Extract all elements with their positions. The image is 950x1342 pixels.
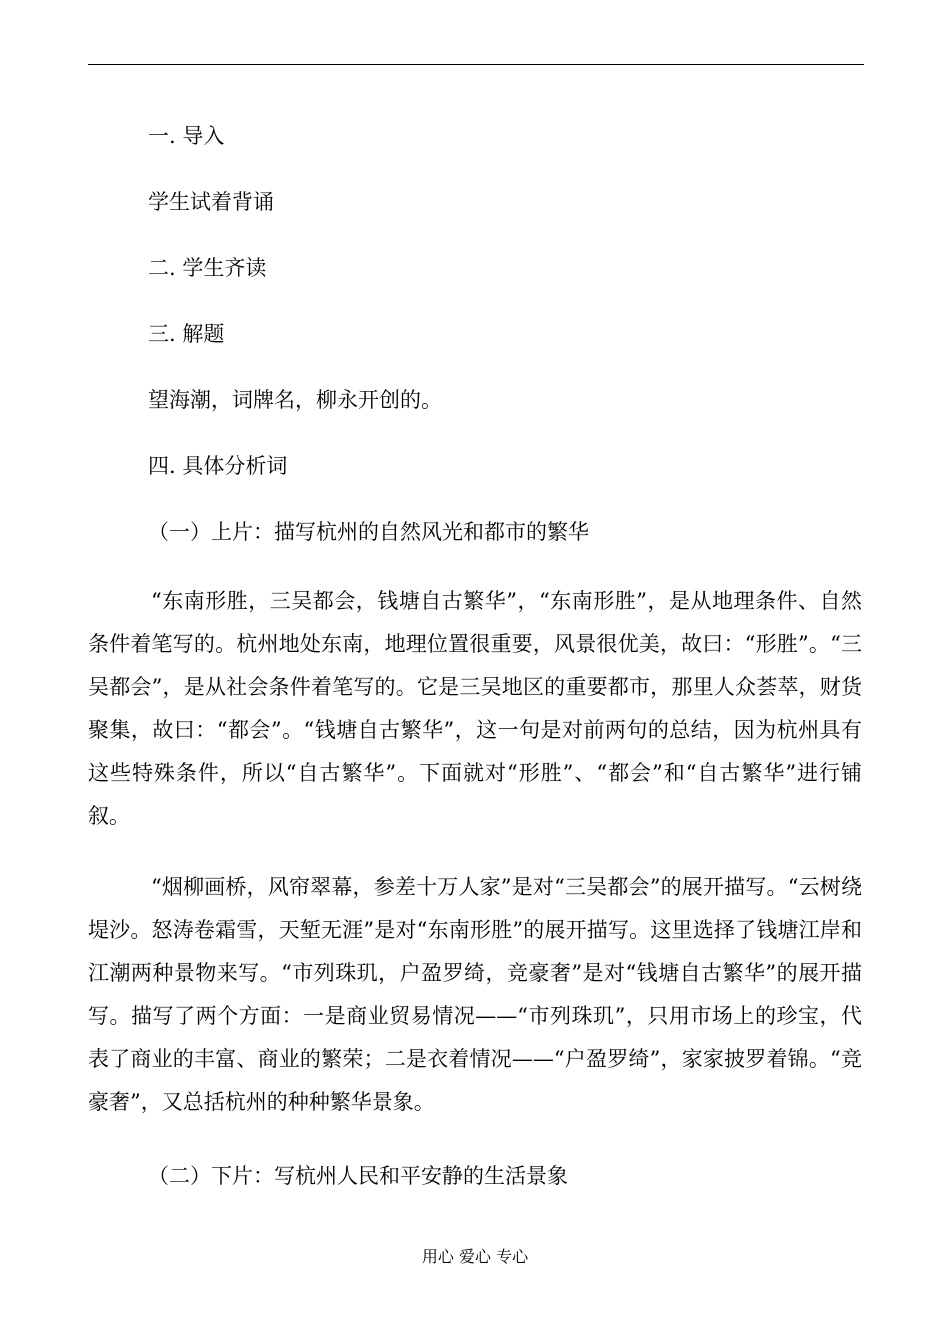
subsection-heading-upper: （一）上片：描写杭州的自然风光和都市的繁华 [148,520,589,544]
header-rule [88,64,864,65]
section-heading-title-explanation: 三. 解题 [148,322,225,346]
title-explanation-text: 望海潮，词牌名，柳永开创的。 [148,388,442,412]
section-heading-analysis: 四. 具体分析词 [148,454,288,478]
section-heading-reading: 二. 学生齐读 [148,256,267,280]
intro-instruction: 学生试着背诵 [148,190,274,214]
section-heading-intro: 一. 导入 [148,124,225,148]
subsection-heading-lower: （二）下片：写杭州人民和平安静的生活景象 [148,1164,568,1188]
page-footer: 用心 爱心 专心 [421,1247,529,1266]
paragraph-upper-analysis: “东南形胜，三吴都会，钱塘自古繁华”，“东南形胜”，是从地理条件、自然条件着笔写的。杭州地处东南，地理位置很重要，风景很优美，故曰：“形胜”。“三吴都会”，是从社会条件着笔写的。它是三吴地区的重要都市，那里人众荟萃，财货聚集，故曰：“都会”。“钱塘自古繁华”，这一句是对前两句的总结，因为杭州具有这些特殊条件，所以“自古繁华”。下面就对“形胜”、“都会”和“自古繁华”进行铺叙。 [88,589,862,828]
paragraph-scene-analysis: “烟柳画桥，风帘翠幕，参差十万人家”是对“三吴都会”的展开描写。“云树绕堤沙。怒涛卷霜雪，天堑无涯”是对“东南形胜”的展开描写。这里选择了钱塘江岸和江潮两种景物来写。“市列珠玑，户盈罗绮，竞豪奢”是对“钱塘自古繁华”的展开描写。描写了两个方面：一是商业贸易情况——“市列珠玑”，只用市场上的珍宝，代表了商业的丰富、商业的繁荣；二是衣着情况——“户盈罗绮”，家家披罗着锦。“竞豪奢”，又总括杭州的种种繁华景象。 [88,875,862,1114]
